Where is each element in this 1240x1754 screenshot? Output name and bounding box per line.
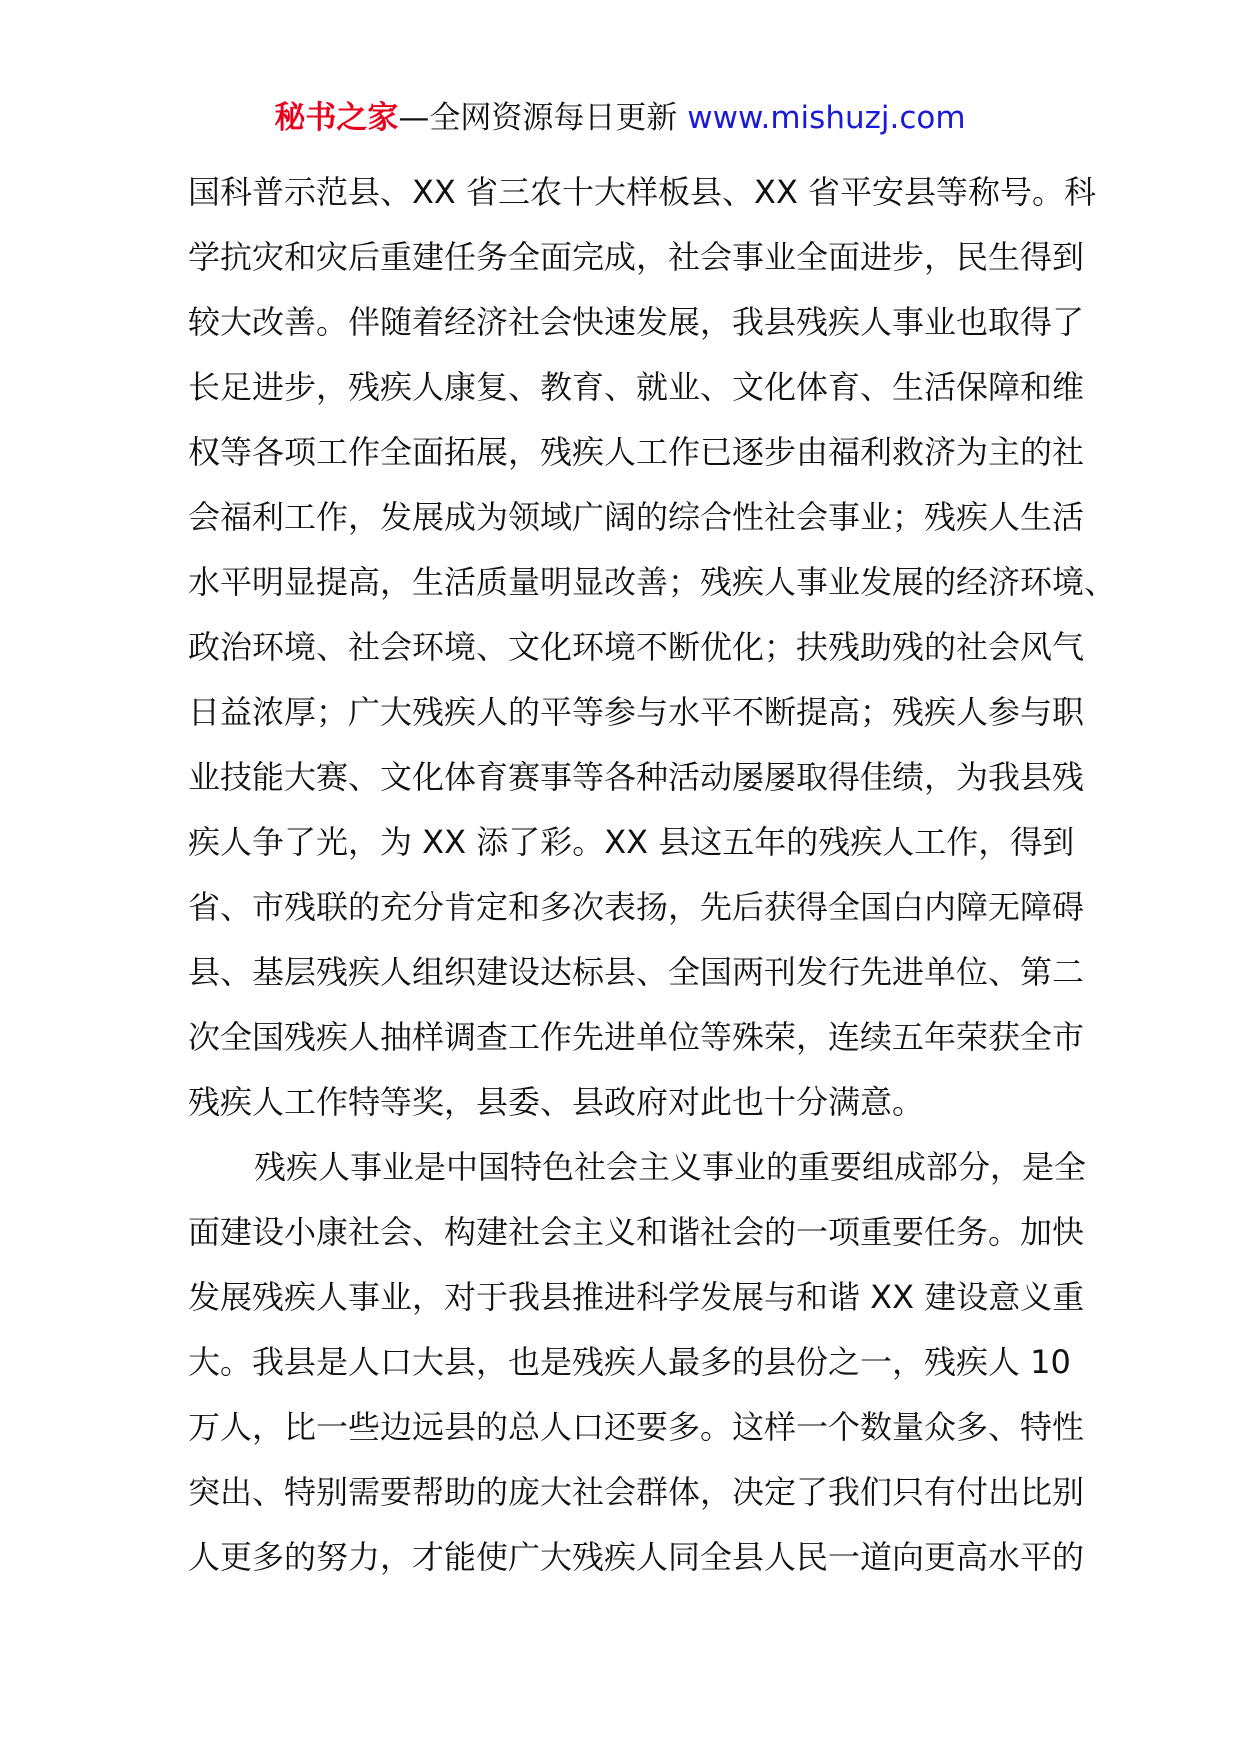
- text-line: 政治环境、社会环境、文化环境不断优化；扶残助残的社会风气: [188, 628, 1085, 666]
- text-line: 人更多的努力，才能使广大残疾人同全县人民一道向更高水平的: [188, 1538, 1085, 1576]
- text-line: 长足进步，残疾人康复、教育、就业、文化体育、生活保障和维: [188, 368, 1085, 406]
- text-line: 权等各项工作全面拓展，残疾人工作已逐步由福利救济为主的社: [188, 433, 1085, 471]
- text-line: 万人，比一些边远县的总人口还要多。这样一个数量众多、特性: [188, 1408, 1085, 1446]
- text-line: 较大改善。伴随着经济社会快速发展，我县残疾人事业也取得了: [188, 303, 1085, 341]
- text-line: 水平明显提高，生活质量明显改善；残疾人事业发展的经济环境、: [188, 563, 1117, 601]
- text-line: 面建设小康社会、构建社会主义和谐社会的一项重要任务。加快: [188, 1213, 1085, 1251]
- paragraph-1: [188, 160, 1128, 1135]
- text-line: 疾人争了光，为 XX 添了彩。XX 县这五年的残疾人工作，得到: [188, 823, 1075, 861]
- text-line: 突出、特别需要帮助的庞大社会群体，决定了我们只有付出比别: [188, 1473, 1085, 1511]
- text-line: 日益浓厚；广大残疾人的平等参与水平不断提高；残疾人参与职: [188, 693, 1085, 731]
- site-brand: 秘书之家: [274, 100, 399, 136]
- text-line: 会福利工作，发展成为领域广阔的综合性社会事业；残疾人生活: [188, 498, 1085, 536]
- text-line: 学抗灾和灾后重建任务全面完成，社会事业全面进步，民生得到: [188, 238, 1085, 276]
- site-tagline: —全网资源每日更新: [398, 100, 688, 136]
- text-line: 大。我县是人口大县，也是残疾人最多的县份之一，残疾人 10: [188, 1343, 1071, 1381]
- text-line: 省、市残联的充分肯定和多次表扬，先后获得全国白内障无障碍: [188, 888, 1085, 926]
- page-header: [0, 98, 1240, 138]
- text-line: 残疾人事业是中国特色社会主义事业的重要组成部分，是全: [254, 1148, 1087, 1186]
- text-line: 发展残疾人事业，对于我县推进科学发展与和谐 XX 建设意义重: [188, 1278, 1085, 1316]
- text-line: 次全国残疾人抽样调查工作先进单位等殊荣，连续五年荣获全市: [188, 1018, 1085, 1056]
- paragraph-2: [188, 1135, 1128, 1590]
- document-body: [188, 160, 1128, 1590]
- text-line: 业技能大赛、文化体育赛事等各种活动屡屡取得佳绩，为我县残: [188, 758, 1085, 796]
- site-url-link[interactable]: www.mishuzj.com: [687, 100, 966, 136]
- text-line: 国科普示范县、XX 省三农十大样板县、XX 省平安县等称号。科: [188, 173, 1097, 211]
- text-line: 县、基层残疾人组织建设达标县、全国两刊发行先进单位、第二: [188, 953, 1085, 991]
- text-line: 残疾人工作特等奖，县委、县政府对此也十分满意。: [188, 1083, 925, 1121]
